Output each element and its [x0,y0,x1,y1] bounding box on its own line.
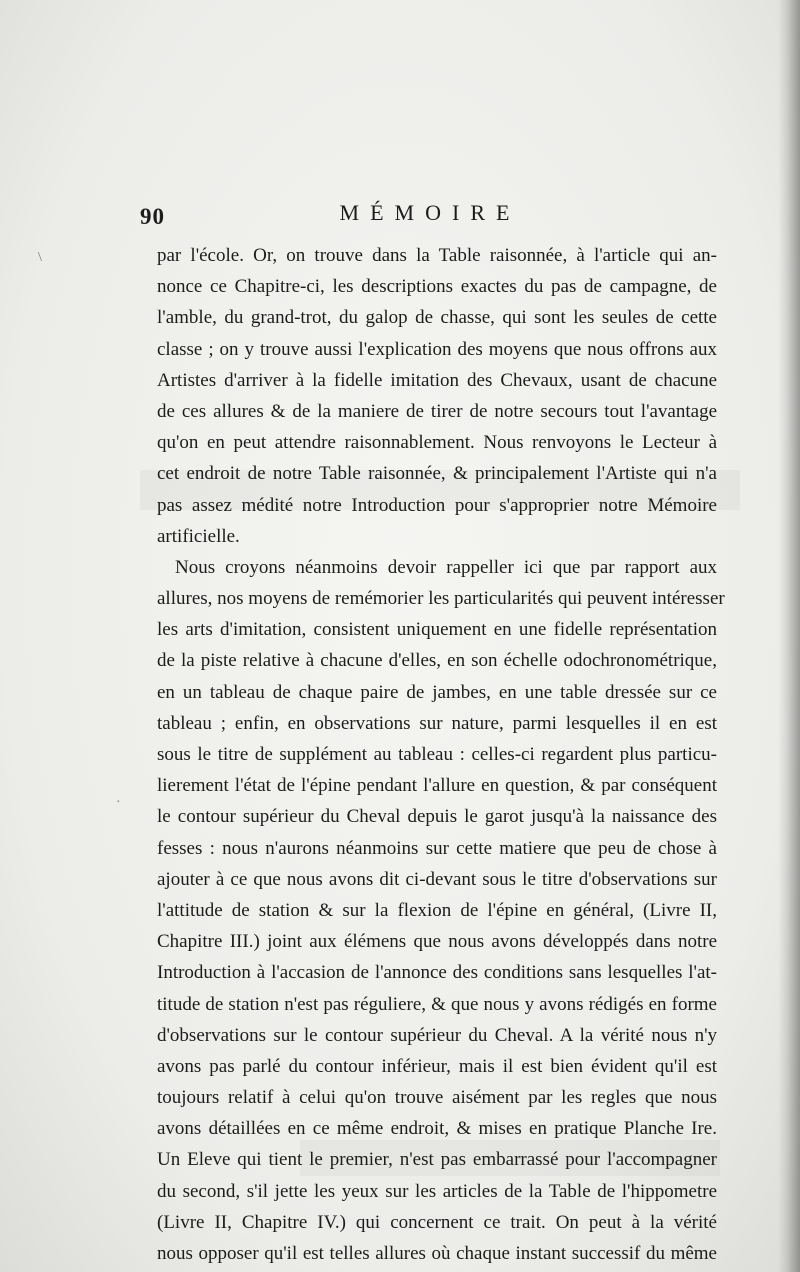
text-line: pas assez médité notre Introduction pour s'approprier notre Mémoire [157,494,717,516]
text-line: ajouter à ce que nous avons dit ci-devant sous le titre d'observations sur [157,868,717,890]
text-line: Introduction à l'accasion de l'annonce des conditions sans lesquelles l'at- [157,962,717,984]
text-line: tableau ; enfin, en observations sur nature, parmi lesquelles il en est [157,712,717,734]
text-line: classe ; on y trouve aussi l'explication des moyens que nous offrons aux [157,338,717,360]
text-line: le contour supérieur du Cheval depuis le garot jusqu'à la naissance des [157,806,717,828]
text-line: en un tableau de chaque paire de jambes, en une table dressée sur ce [157,681,717,703]
text-line: de la piste relative à chacune d'elles, en son échelle odochronométrique, [157,650,717,672]
text-line: (Livre II, Chapitre IV.) qui concernent ce trait. On peut à la vérité [157,1211,717,1233]
text-line: avons détaillées en ce même endroit, & mises en pratique Planche Ire. [157,1118,717,1140]
body-text [157,240,725,1269]
text-line: par l'école. Or, on trouve dans la Table raisonnée, à l'article qui an- [157,245,717,266]
text-line: Artistes d'arriver à la fidelle imitation des Chevaux, usant de chacune [157,369,717,391]
text-line: nonce ce Chapitre-ci, les descriptions exactes du pas de campagne, de [157,276,717,298]
margin-mark: \ [38,250,42,265]
text-line: Chapitre III.) joint aux élémens que nous avons développés dans notre [157,931,717,953]
text-line: Nous croyons néanmoins devoir rappeller ici que par rapport aux [175,556,717,578]
text-line: les arts d'imitation, consistent uniquement en une fidelle représentation [157,619,717,641]
text-line: artificielle. [157,525,240,547]
text-line: du second, s'il jette les yeux sur les articles de la Table de l'hippometre [157,1180,717,1202]
text-line: Un Eleve qui tient le premier, n'est pas embarrassé pour l'accompagner [157,1149,717,1171]
text-line: l'amble, du grand-trot, du galop de chasse, qui sont les seules de cette [157,307,717,329]
text-line: toujours relatif à celui qu'on trouve aisément par les regles que nous [157,1087,717,1109]
running-title: MÉMOIRE [339,200,521,225]
text-line: nous opposer qu'il est telles allures où chaque instant successif du même [157,1243,717,1264]
text-line: l'attitude de station & sur la flexion de l'épine en général, (Livre II, [157,899,717,921]
text-line: qu'on en peut attendre raisonnablement. Nous renvoyons le Lecteur à [157,432,717,454]
text-line: titude de station n'est pas réguliere, & que nous y avons rédigés en forme [157,993,717,1015]
text-line: cet endroit de notre Table raisonnée, & principalement l'Artiste qui n'a [157,463,717,485]
text-line: lierement l'état de l'épine pendant l'allure en question, & par conséquent [157,775,717,797]
page-number: 90 [140,204,165,229]
margin-mark: · [116,795,121,810]
text-line: avons pas parlé du contour inférieur, mais il est bien évident qu'il est [157,1055,717,1077]
text-line: d'observations sur le contour supérieur du Cheval. A la vérité nous n'y [157,1024,717,1046]
binding-gutter-shadow [778,0,800,1272]
text-line: sous le titre de supplément au tableau : celles-ci regardent plus particu- [157,744,717,765]
text-line: de ces allures & de la maniere de tirer de notre secours tout l'avantage [157,400,717,422]
text-line: fesses : nous n'aurons néanmoins sur cette matiere que peu de chose à [157,837,717,859]
page-header [140,200,720,234]
text-line: allures, nos moyens de remémorier les particularités qui peuvent intéresser [157,588,725,610]
